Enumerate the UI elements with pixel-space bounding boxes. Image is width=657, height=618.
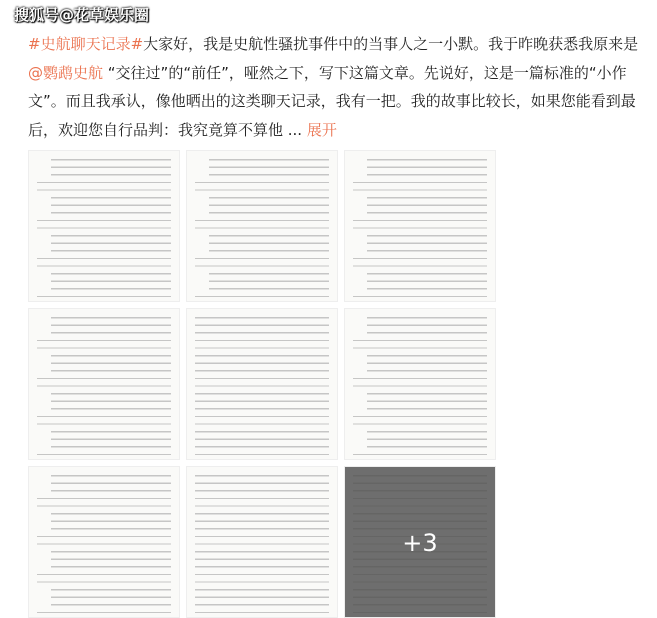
gallery-image-8[interactable] [186,466,338,618]
post-text [28,30,648,144]
image-gallery [28,150,498,614]
more-images-count: +3 [402,529,438,557]
gallery-image-2[interactable] [186,150,338,302]
post-text-part-2: “交往过”的“前任”，哑然之下，写下这篇文章。先说好，这是一篇标准的“小作文”。而且我承认，像他晒出的这类聊天记录，我有一把。我的故事比较长，如果您能看到最后，欢迎您自行品判：我究竟算不算他 ... [28,63,636,139]
gallery-image-9-more[interactable] [344,466,496,618]
gallery-image-5[interactable] [186,308,338,460]
gallery-image-6[interactable] [344,308,496,460]
gallery-image-1[interactable] [28,150,180,302]
watermark: 搜狐号@花草娱乐圈 [14,6,150,24]
post-text-part-1: 大家好，我是史航性骚扰事件中的当事人之一小默。我于昨晚获悉我原来是 [143,35,639,53]
gallery-image-7[interactable] [28,466,180,618]
expand-link[interactable]: 展开 [306,120,337,139]
mention-link[interactable]: @鹦鹉史航 [28,63,104,82]
gallery-image-3[interactable] [344,150,496,302]
hashtag-link[interactable]: #史航聊天记录# [28,35,144,53]
gallery-image-4[interactable] [28,308,180,460]
